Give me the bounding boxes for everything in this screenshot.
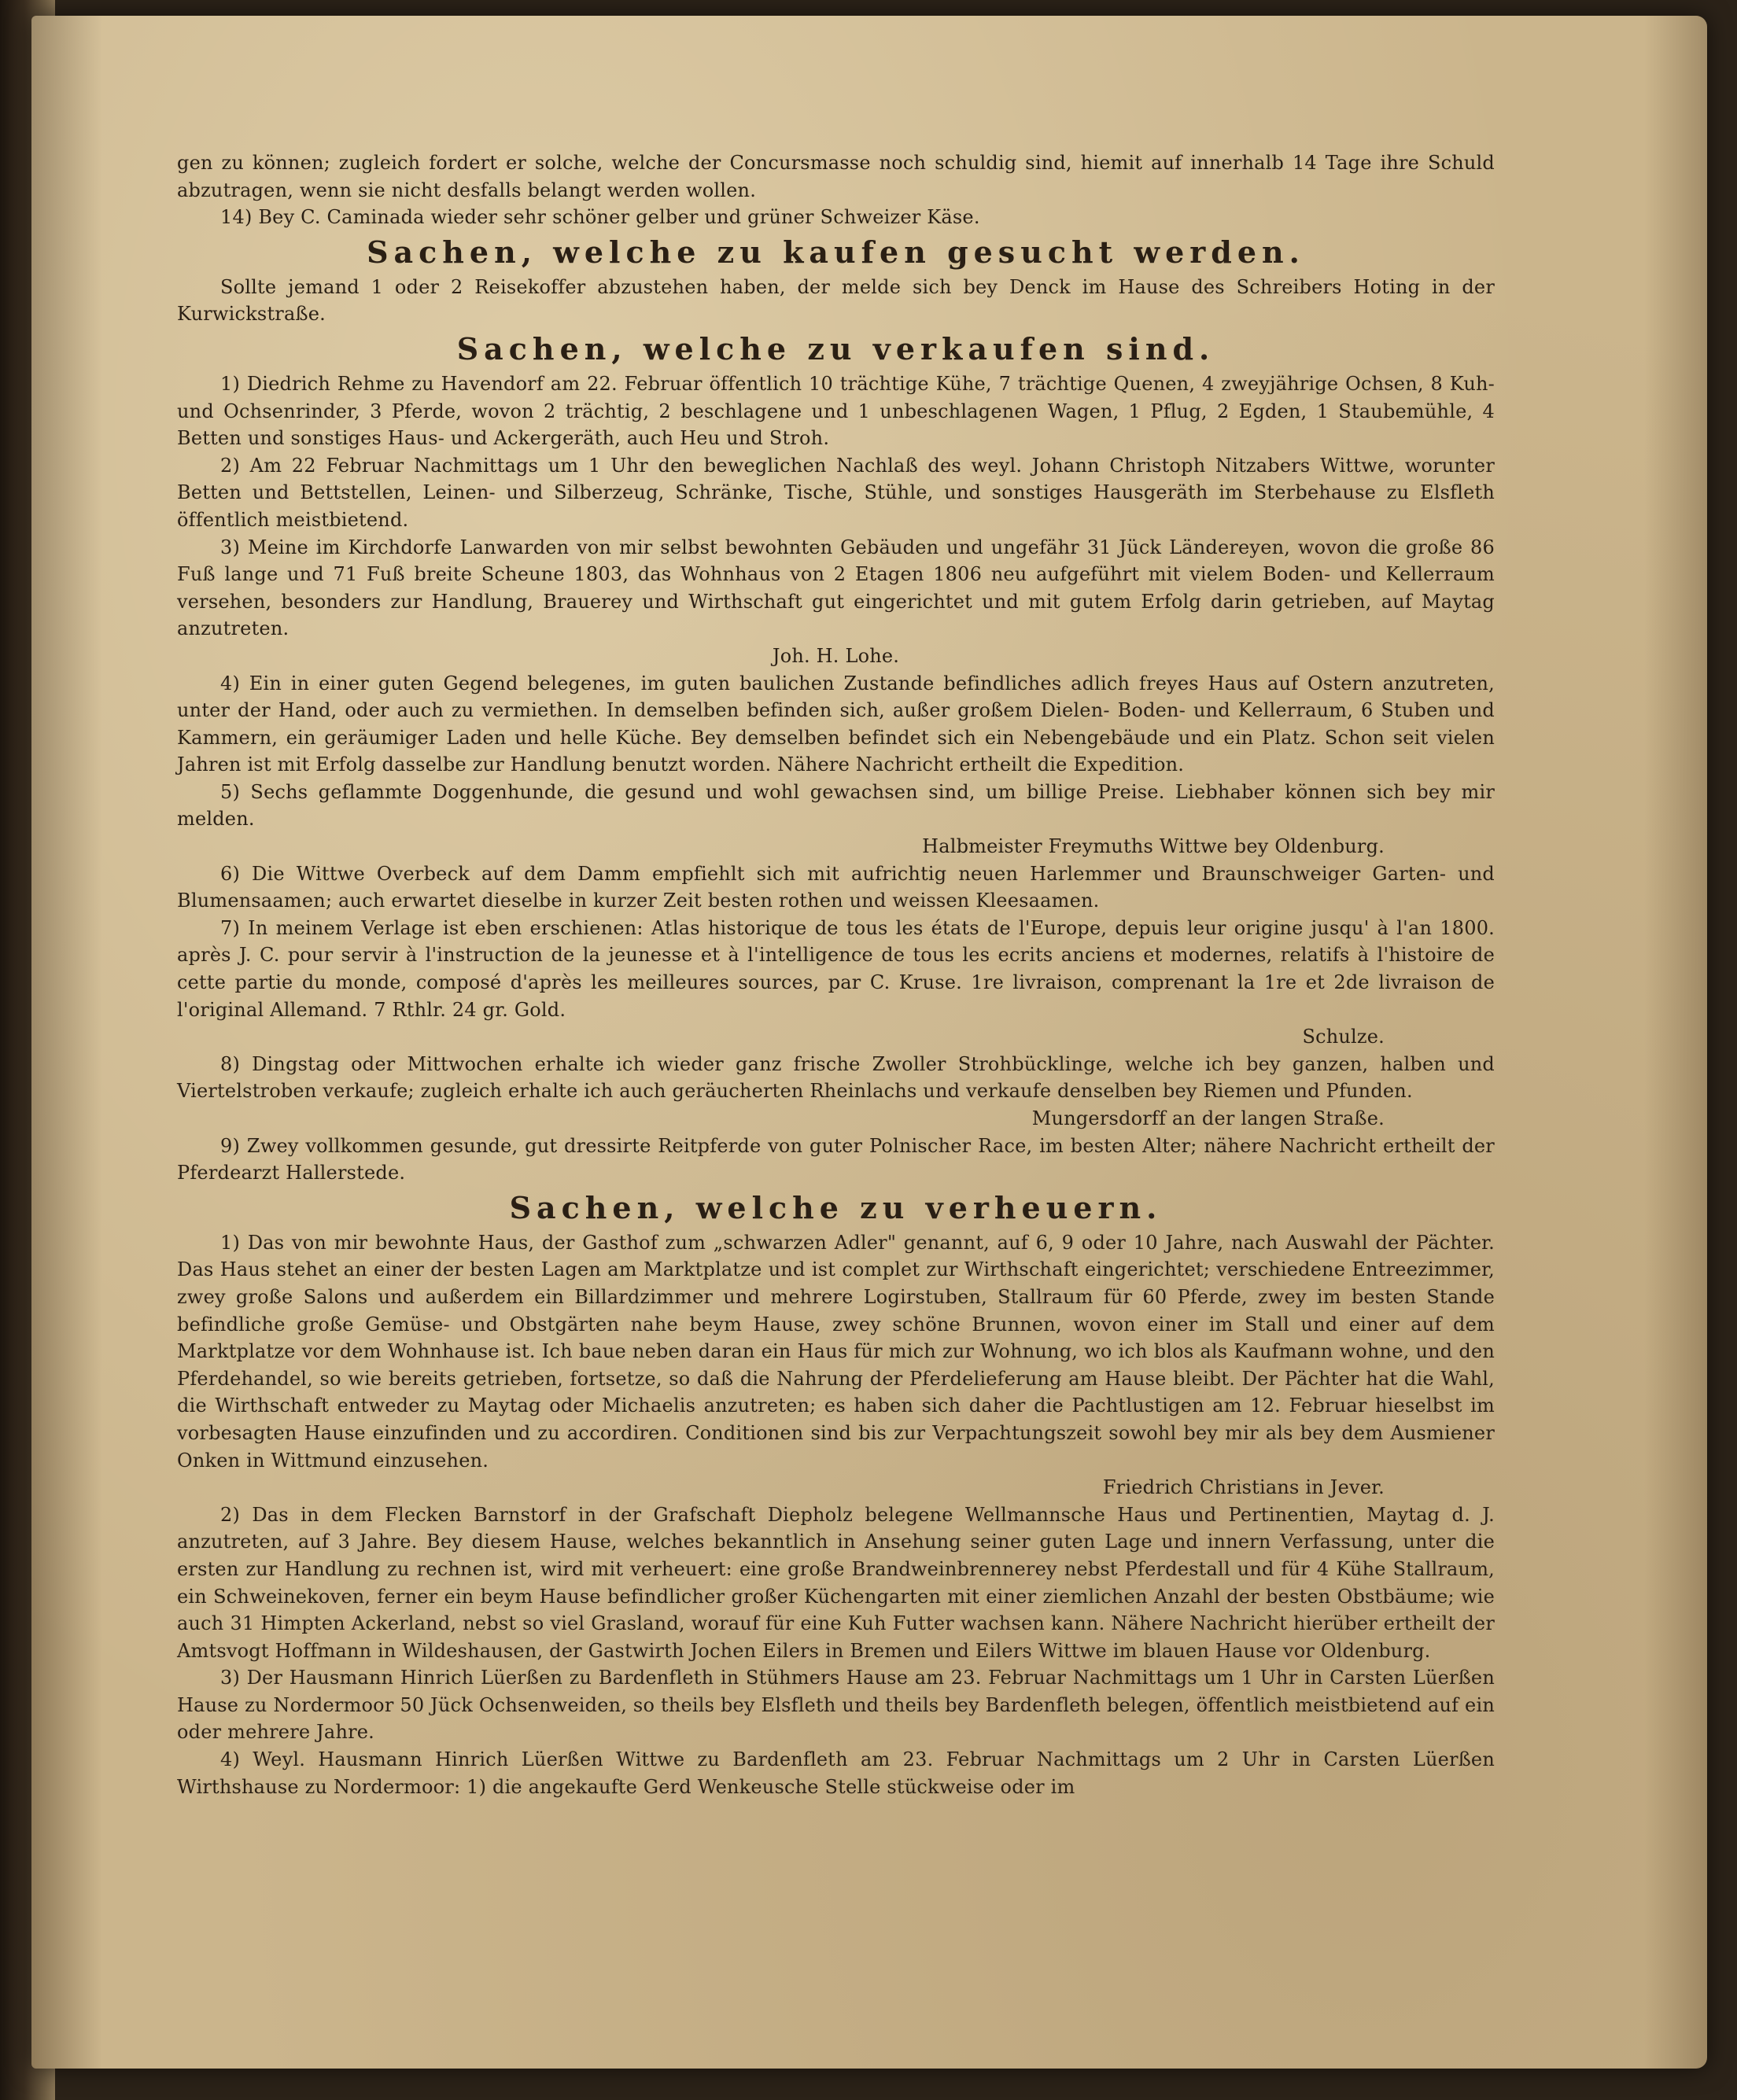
- notice-rent-3: 3) Der Hausmann Hinrich Lüerßen zu Bardenfleth in Stühmers Hause am 23. Februar Nachmittags um 1 Uhr in Carsten Lüerßen Hause zu Nordermoor 50 Jück Ochsenweiden, so theils bey Elsfleth und theils bey Bardenfleth belegen, öffentlich meistbietend auf ein oder mehrere Jahre.: [177, 1667, 1495, 1744]
- signature-lohe: Joh. H. Lohe.: [772, 644, 900, 667]
- notice-sale-3: 3) Meine im Kirchdorfe Lanwarden von mir selbst bewohnten Gebäuden und ungefähr 31 Jück Ländereyen, wovon die große 86 Fuß lange und 71 Fuß breite Scheune 1803, das Wohnhaus von 2 Etagen 1806 neu aufgeführt mit vielem Boden- und Kellerraum versehen, besonders zur Handlung, Brauerey und Wirthschaft gut eingerichtet und mit gutem Erfolg darin getrieben, auf Maytag anzutreten.: [177, 536, 1495, 640]
- notice-sale-2: 2) Am 22 Februar Nachmittags um 1 Uhr den beweglichen Nachlaß des weyl. Johann Christoph Nitzabers Wittwe, worunter Betten und Bettstellen, Leinen- und Silberzeug, Schränke, Tische, Stühle, und sonstiges Hausgeräth im Sterbehause zu Elsfleth öffentlich meistbietend.: [177, 454, 1495, 531]
- notice-rent-1: 1) Das von mir bewohnte Haus, der Gasthof zum „schwarzen Adler" genannt, auf 6, 9 oder 10 Jahre, nach Auswahl der Pächter. Das Haus stehet an einer der besten Lagen am Marktplatze und ist complet zur Wirthschaft eingerichtet; verschiedene Entreezimmer, zwey große Salons und außerdem ein Billardzimmer und mehrere Logirstuben, Stallraum für 60 Pferde, zwey im besten Stande befindliche große Gemüse- und Obstgärten nahe beym Hause, zwey schöne Brunnen, wovon einer im Stall und einer auf dem Marktplatze vor dem Wohnhause ist. Ich baue neben daran ein Haus für mich zur Wohnung, wo ich blos als Kaufmann wohne, und den Pferdehandel, so wie bereits getrieben, fortsetze, so daß die Nahrung der Pferdelieferung am Hause bleibt. Der Pächter hat die Wahl, die Wirthschaft entweder zu Maytag oder Michaelis anzutreten; es haben sich daher die Pachtlustigen am 12. Februar hieselbst im vorbesagten Hause einzufinden und zu accordiren. Conditionen sind bis zur Verpachtungszeit sowohl bey mir als bey dem Ausmiener Onken in Wittmund einzusehen.: [177, 1231, 1495, 1472]
- section-heading-to-rent: Sachen, welche zu verheuern.: [509, 1189, 1163, 1225]
- notice-sale-4: 4) Ein in einer guten Gegend belegenes, im guten baulichen Zustande befindliches adlich freyes Haus auf Ostern anzutreten, unter der Hand, oder auch zu vermiethen. In demselben befinden sich, außer großem Dielen- Boden- und Kellerraum, 6 Stuben und Kammern, ein geräumiger Laden und helle Küche. Bey demselben befindet sich ein Nebengebäude und ein Platz. Schon seit vielen Jahren ist mit Erfolg dasselbe zur Handlung benutzt worden. Nähere Nachricht ertheilt die Expedition.: [177, 672, 1495, 776]
- notice-sale-1: 1) Diedrich Rehme zu Havendorf am 22. Februar öffentlich 10 trächtige Kühe, 7 trächtige Quenen, 4 zweyjährige Ochsen, 8 Kuh- und Ochsenrinder, 3 Pferde, wovon 2 trächtig, 2 beschlagene und 1 unbeschlagenen Wagen, 1 Pflug, 2 Egden, 1 Staubemühle, 4 Betten und sonstiges Haus- und Ackergeräth, auch Heu und Stroh.: [177, 372, 1495, 450]
- section-heading-wanted: Sachen, welche zu kaufen gesucht werden.: [367, 234, 1305, 270]
- notice-rent-4: 4) Weyl. Hausmann Hinrich Lüerßen Wittwe zu Bardenfleth am 23. Februar Nachmittags um 2 Uhr in Carsten Lüerßen Wirthshause zu Nordermoor: 1) die angekaufte Gerd Wenkeusche Stelle stückweise oder im: [177, 1748, 1495, 1798]
- notice-sale-6: 6) Die Wittwe Overbeck auf dem Damm empfiehlt sich mit aufrichtig neuen Harlemmer und Braunschweiger Garten- und Blumensaamen; auch erwartet dieselbe in kurzer Zeit besten rothen und weissen Kleesaamen.: [177, 862, 1495, 912]
- newspaper-page: [31, 16, 1707, 2069]
- signature-mungersdorff: Mungersdorff an der langen Straße.: [1031, 1107, 1385, 1129]
- signature-christians: Friedrich Christians in Jever.: [1102, 1476, 1385, 1499]
- paragraph-continued: gen zu können; zugleich fordert er solche, welche der Concursmasse noch schuldig sind, hiemit auf innerhalb 14 Tage ihre Schuld abzutragen, wenn sie nicht desfalls belangt werden wollen.: [177, 152, 1495, 201]
- notice-travel-trunk: Sollte jemand 1 oder 2 Reisekoffer abzustehen haben, der melde sich bey Denck im Hause des Schreibers Hoting in der Kurwickstraße.: [177, 275, 1495, 326]
- notice-sale-9: 9) Zwey vollkommen gesunde, gut dressirte Reitpferde von guter Polnischer Race, im besten Alter; nähere Nachricht ertheilt der Pferdearzt Hallerstede.: [177, 1134, 1495, 1184]
- notice-sale-7: 7) In meinem Verlage ist eben erschienen: Atlas historique de tous les états de l'Europe, depuis leur origine jusqu' à l'an 1800. après J. C. pour servir à l'instruction de la jeunesse et à l'intelligence de tous les ecrits anciens et modernes, relatifs à l'histoire de cette partie du monde, composé d'après les meilleures sources, par C. Kruse. 1re livraison, comprenant la 1re et 2de livraison de l'original Allemand. 7 Rthlr. 24 gr. Gold.: [177, 916, 1495, 1021]
- notice-sale-8: 8) Dingstag oder Mittwochen erhalte ich wieder ganz frische Zwoller Strohbücklinge, welche ich bey ganzen, halben und Viertelstroben verkaufe; zugleich erhalte ich auch geräucherten Rheinlachs und verkaufe denselben bey Riemen und Pfunden.: [177, 1052, 1495, 1103]
- notice-rent-2: 2) Das in dem Flecken Barnstorf in der Grafschaft Diepholz belegene Wellmannsche Haus und Pertinentien, Maytag d. J. anzutreten, auf 3 Jahre. Bey diesem Hause, welches bekanntlich in Ansehung seiner guten Lage und innern Verfassung, unter die ersten zur Handlung zu rechnen ist, wird mit verheuert: eine große Brandweinbrennerey nebst Pferdestall und für 4 Kühe Stallraum, ein Schweinekoven, ferner ein beym Hause befindlicher großer Küchengarten mit einer ziemlichen Anzahl der besten Obstbäume; wie auch 31 Himpten Ackerland, nebst so viel Grasland, worauf für eine Kuh Futter wachsen kann. Nähere Nachricht hierüber ertheilt der Amtsvogt Hoffmann in Wildeshausen, der Gastwirth Jochen Eilers in Bremen und Eilers Wittwe im blauen Hause vor Oldenburg.: [177, 1503, 1495, 1662]
- notice-cheese: 14) Bey C. Caminada wieder sehr schöner gelber und grüner Schweizer Käse.: [220, 206, 980, 229]
- page-text: [177, 149, 1495, 1800]
- notice-sale-5: 5) Sechs geflammte Doggenhunde, die gesund und wohl gewachsen sind, um billige Preise. Liebhaber können sich bey mir melden.: [177, 780, 1495, 831]
- signature-freymuth: Halbmeister Freymuths Wittwe bey Oldenburg.: [922, 835, 1385, 858]
- section-heading-for-sale: Sachen, welche zu verkaufen sind.: [456, 330, 1215, 367]
- signature-schulze: Schulze.: [1302, 1026, 1385, 1048]
